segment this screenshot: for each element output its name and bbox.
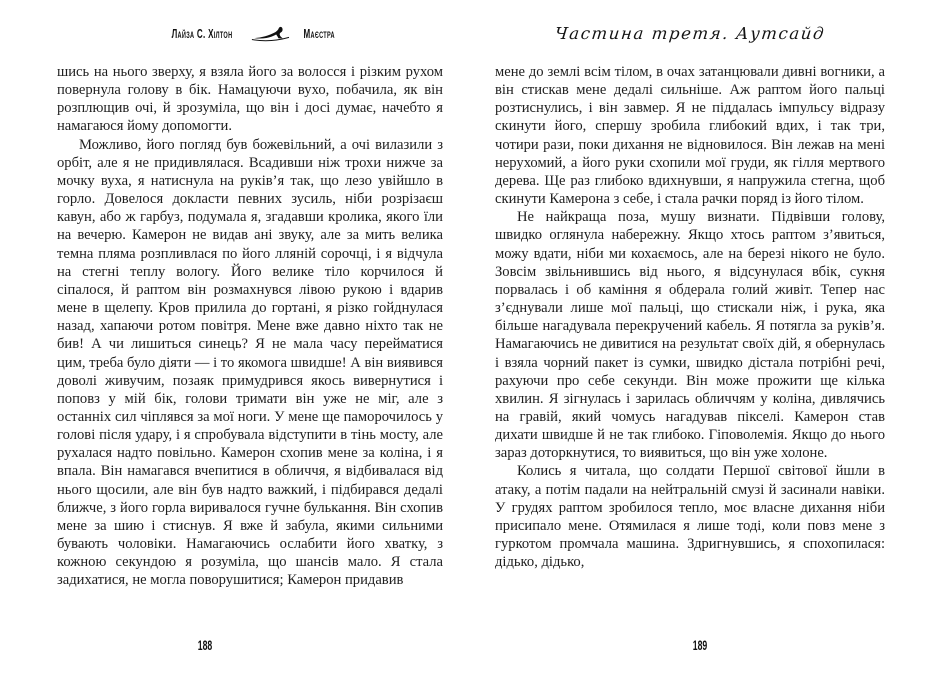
reclining-figure-icon [252, 24, 290, 43]
header-group [159, 24, 340, 43]
right-page-text [495, 63, 885, 633]
right-page-number: 189 [692, 637, 708, 653]
paragraph: Можливо, його погляд був божевільний, а очі вилазили з орбіт, але я не придивлялася. Всадивши ніж трохи нижче за мочку вуха, я натиснула на руків’я так, що лезо увійшло в горло. Довелося докласти певних зусиль, ніби розрізаєш кавун, або ж гарбуз, подумала я, згадавши кролика, якого їли на вечерю. Камерон не видав ані звуку, але за мить велика темна пляма розпливлася по його лляній сорочці, і я відчула на стегні теплу вологу. Його велике тіло корчилося й сіпалося, й раптом він розмахнувся лівою рукою і вдарив мене в щелепу. Кров прилила до гортані, я різко гойднулася назад, хапаючи ротом повітря. Мене вже давно ніхто так не бив! А чи лишиться синець? Я не мала часу перейматися цим, треба було діяти — і то якомога швидше! А він виявився доволі живучим, позаяк примудрився якось вивернутися і поповз у мій бік, голови тримати він уже не міг, але з останніх сил чіплявся за мої ноги. У мене ще паморочилось у голові після удару, і я спробувала відступити в тінь мосту, але рухалася надто повільно. Камерон схопив мене за коліна, і я впала. Він намагався вчепитися в обличчя, я відбивалася від нього щосили, але він був надто важкий, і підбирався дедалі ближче, з його горла виривалося гучне булькання. Він схопив мене за шию і стиснув. Я вже й забула, якими сильними бувають чоловіки. Намагаючись ослабити його хватку, з кожною секундою я розуміла, що шансів мало. Я стала задихатися, не могла поворушитися; Камерон придавив [57, 136, 443, 589]
left-page-text [57, 63, 443, 633]
book-title: Маєстра [303, 25, 335, 41]
paragraph: шись на нього зверху, я взяла його за волосся і різким рухом повернула голову в бік. Намацуючи вухо, побачила, як він розплющив очі, й зрозуміла, що він і досі думає, начебто я намагаюся йому допомогти. [57, 64, 443, 135]
paragraph: Не найкраща поза, мушу визнати. Підвівши голову, швидко оглянула набережну. Якщо хтось раптом з’явиться, можу вдати, ніби ми кохаємось, але на березі нікого не було. Зовсім звільнившись від нього, я відсунулася вбік, сукня порвалась і об каміння я обдерала голий живіт. Тепер нас з’єднували лише мої пальці, що стискали ніж, і рука, яка більше нагадувала перекручений кабель. Я потягла за руків’я. Намагаючись не дивитися на результат своїх дій, я обернулась і взяла чорний пакет із сумки, швидко дістала потрібні речі, рахуючи про себе секунди. Він може прожити ще кілька хвилин. Я зігнулась і зарилась обличчям у коліна, дивлячись на гравій, який чомусь нагадував пікселі. Камерон став дихати швидше й не так глибоко. Гіповолемія. Якщо до нього зараз доторкнутися, то виявиться, що він уже холоне. [495, 209, 885, 462]
left-page-number: 188 [197, 637, 213, 653]
author-name: Лайза С. Хілтон [171, 25, 232, 41]
left-page [57, 0, 443, 700]
paragraph: Колись я читала, що солдати Першої світової йшли в атаку, а потім падали на нейтральній смузі й засинали навіки. У грудях раптом зробилося тепло, моє власне дихання ніби присипало мене. Отямилася я лише тоді, коли повз мене з гуркотом промчала машина. Здригнувшись, я спохопилася: дідько, дідько, [495, 463, 885, 571]
right-page [495, 0, 885, 700]
chapter-title: Частина третя. Аутсайд [553, 23, 827, 43]
right-running-header [495, 22, 885, 44]
left-running-header [57, 22, 443, 44]
paragraph: мене до землі всім тілом, в очах затанцювали дивні вогники, а він стискав мене дедалі сильніше. Аж раптом його пальці розтиснулись, і він завмер. Я не піддалась імпульсу відразу скинути його, спершу зробила глибокий вдих, і так три, чотири рази, поки дихання не відновилося. Він лежав на мені нерухомий, а його руки схопили мої груди, як гілля мертвого дерева. Ще раз глибоко вдихнувши, я напружила стегна, щоб скинути Камерона з себе, і стала рачки поряд із його тілом. [495, 64, 885, 208]
